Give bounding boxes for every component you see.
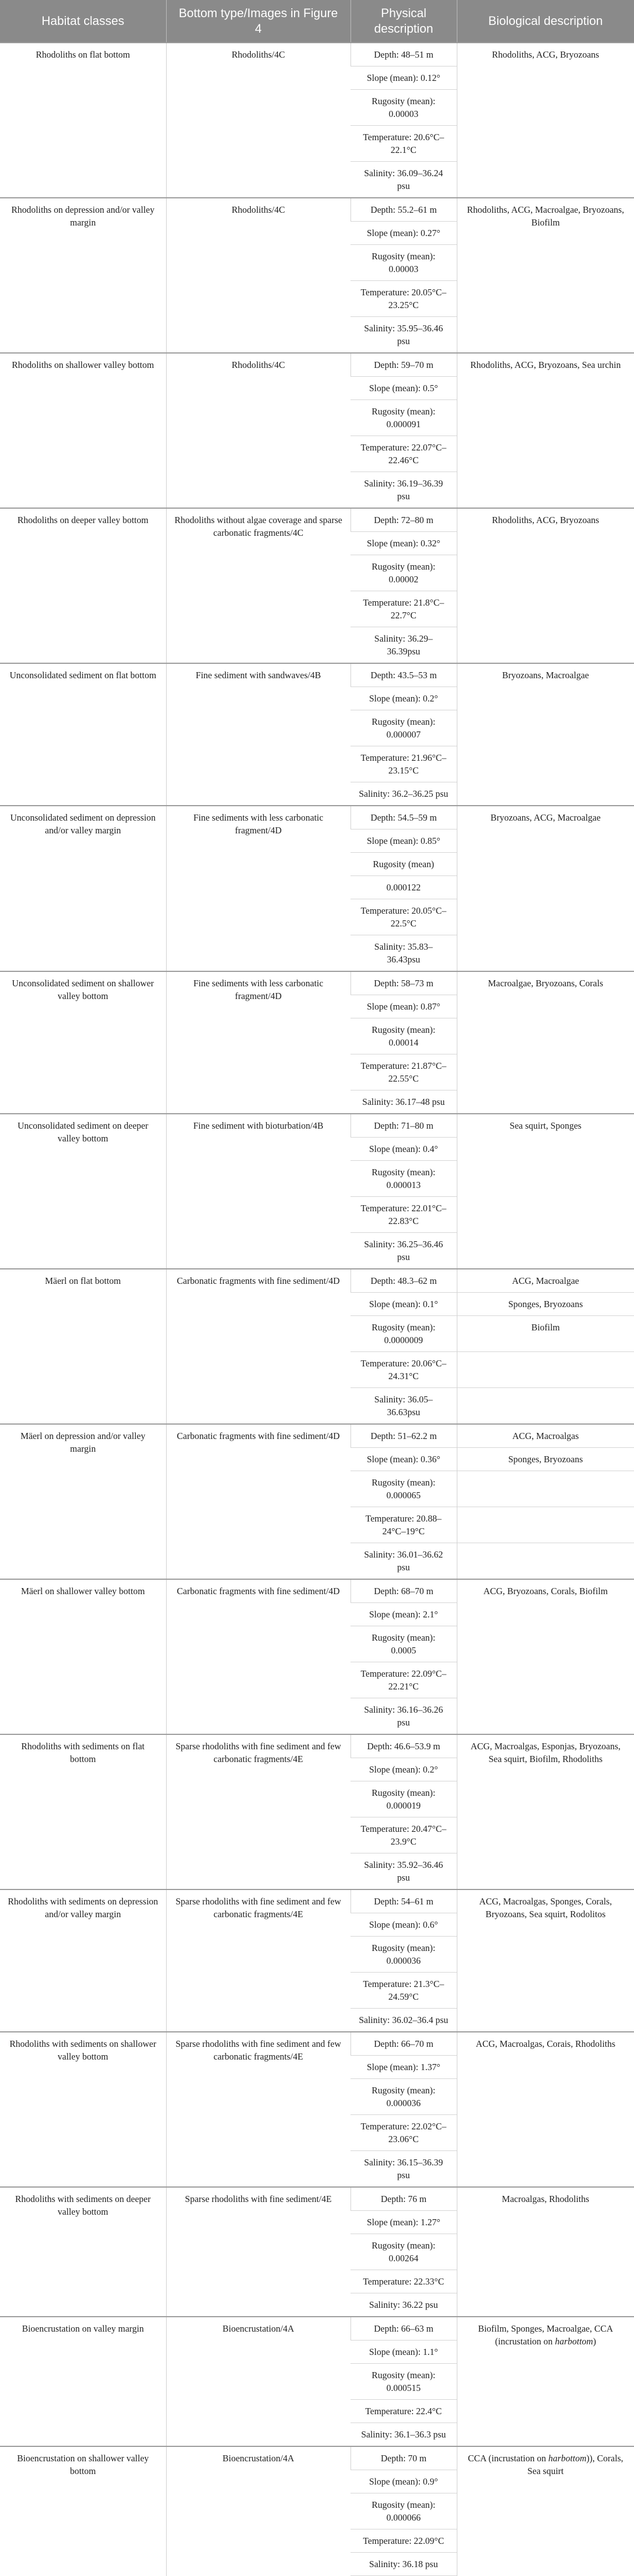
physical-description-cell: Depth: 76 m — [350, 2187, 457, 2211]
physical-description-cell: Salinity: 36.22 psu — [350, 2293, 457, 2317]
physical-description-cell: Slope (mean): 0.4° — [350, 1138, 457, 1161]
physical-description-cell: Rugosity (mean): 0.00003 — [350, 245, 457, 281]
habitat-class-cell: Bioencrustation on valley margin — [0, 2317, 166, 2446]
physical-description-cell: Temperature: 21.3°C–24.59°C — [350, 1973, 457, 2009]
physical-description-cell: Rugosity (mean): 0.000036 — [350, 1937, 457, 1973]
habitat-class-cell: Rhodoliths on flat bottom — [0, 43, 166, 198]
table-row — [0, 1889, 634, 1913]
habitat-class-cell: Rhodoliths with sediments on deeper valley bottom — [0, 2187, 166, 2317]
physical-description-cell: Temperature: 20.05°C–23.25°C — [350, 281, 457, 317]
physical-description-cell: Temperature: 22.4°C — [350, 2400, 457, 2423]
physical-description-cell: Salinity: 36.01–36.62 psu — [350, 1543, 457, 1580]
biological-description-cell: ACG, Macroalgae — [457, 1269, 634, 1293]
habitat-class-cell: Bioencrustation on shallower valley bottom — [0, 2446, 166, 2576]
habitat-class-cell: Unconsolidated sediment on deeper valley bottom — [0, 1114, 166, 1269]
physical-description-cell: Slope (mean): 0.2° — [350, 1758, 457, 1781]
table-row — [0, 353, 634, 377]
physical-description-cell: Depth: 72–80 m — [350, 508, 457, 532]
biological-description-cell: Bryozoans, ACG, Macroalgae — [457, 806, 634, 971]
bottom-type-cell: Fine sediment with bioturbation/4B — [166, 1114, 350, 1269]
physical-description-cell: Salinity: 36.2–36.25 psu — [350, 782, 457, 806]
table-row — [0, 43, 634, 66]
physical-description-cell: Slope (mean): 0.1° — [350, 1293, 457, 1316]
biological-description-cell: Sponges, Bryozoans — [457, 1448, 634, 1471]
physical-description-cell: Slope (mean): 0.9° — [350, 2470, 457, 2493]
table-row — [0, 2032, 634, 2056]
header-bottom-type: Bottom type/Images in Figure 4 — [166, 0, 350, 43]
physical-description-cell: Slope (mean): 2.1° — [350, 1603, 457, 1626]
bottom-type-cell: Sparse rhodoliths with fine sediment and few carbonatic fragments/4E — [166, 2032, 350, 2187]
table-row — [0, 2187, 634, 2211]
biological-description-cell: ACG, Macroalgas, Corais, Rhodoliths — [457, 2032, 634, 2187]
physical-description-cell: Depth: 46.6–53.9 m — [350, 1734, 457, 1758]
physical-description-cell: Slope (mean): 0.32° — [350, 532, 457, 555]
physical-description-cell: Rugosity (mean): 0.000036 — [350, 2079, 457, 2115]
biological-description-cell: CCA (incrustation on harbottom)), Corals, Sea squirt — [457, 2446, 634, 2576]
physical-description-cell: Temperature: 20.05°C–22.5°C — [350, 899, 457, 935]
physical-description-cell: Depth: 58–73 m — [350, 971, 457, 995]
biological-description-cell: Rhodoliths, ACG, Bryozoans, Sea urchin — [457, 353, 634, 508]
physical-description-cell: Rugosity (mean): 0.000013 — [350, 1161, 457, 1197]
physical-description-cell: Depth: 66–70 m — [350, 2032, 457, 2056]
bottom-type-cell: Carbonatic fragments with fine sediment/4D — [166, 1424, 350, 1579]
physical-description-cell: Depth: 48.3–62 m — [350, 1269, 457, 1293]
habitat-class-cell: Mäerl on flat bottom — [0, 1269, 166, 1424]
biological-description-cell — [457, 1352, 634, 1388]
habitat-class-cell: Unconsolidated sediment on depression and/or valley margin — [0, 806, 166, 971]
table-row — [0, 663, 634, 687]
physical-description-cell: Temperature: 21.87°C–22.55°C — [350, 1054, 457, 1090]
table-row — [0, 1579, 634, 1603]
physical-description-cell: Rugosity (mean): 0.00002 — [350, 555, 457, 591]
biological-description-cell: Biofilm — [457, 1316, 634, 1352]
italic-term: harbottom — [548, 2453, 587, 2464]
physical-description-cell: Rugosity (mean): 0.0000009 — [350, 1316, 457, 1352]
physical-description-cell: Temperature: 22.09°C — [350, 2529, 457, 2553]
physical-description-cell: Rugosity (mean): 0.000091 — [350, 400, 457, 436]
physical-description-cell: Depth: 54–61 m — [350, 1889, 457, 1913]
physical-description-cell: Temperature: 21.96°C–23.15°C — [350, 746, 457, 782]
physical-description-cell: Salinity: 36.17–48 psu — [350, 1090, 457, 1114]
header-row — [0, 0, 634, 43]
physical-description-cell: Slope (mean): 1.1° — [350, 2341, 457, 2364]
physical-description-cell: Temperature: 20.47°C–23.9°C — [350, 1817, 457, 1853]
bottom-type-cell: Rhodoliths/4C — [166, 353, 350, 508]
italic-term: harbottom — [555, 2336, 593, 2347]
physical-description-cell: Temperature: 22.02°C–23.06°C — [350, 2115, 457, 2151]
physical-description-cell: Salinity: 36.19–36.39 psu — [350, 472, 457, 509]
physical-description-cell: Depth: 68–70 m — [350, 1579, 457, 1603]
biological-description-cell: Biofilm, Sponges, Macroalgae, CCA (incrustation on harbottom) — [457, 2317, 634, 2446]
biological-description-cell: ACG, Macroalgas — [457, 1424, 634, 1448]
table-row — [0, 971, 634, 995]
bottom-type-cell: Sparse rhodoliths with fine sediment/4E — [166, 2187, 350, 2317]
biological-description-cell: Rhodoliths, ACG, Bryozoans — [457, 43, 634, 198]
physical-description-cell: 0.000122 — [350, 876, 457, 899]
physical-description-cell: Depth: 66–63 m — [350, 2317, 457, 2341]
physical-description-cell: Salinity: 35.83–36.43psu — [350, 935, 457, 972]
physical-description-cell: Salinity: 36.1–36.3 psu — [350, 2423, 457, 2447]
physical-description-cell: Slope (mean): 0.6° — [350, 1913, 457, 1937]
physical-description-cell: Slope (mean): 0.27° — [350, 222, 457, 245]
habitat-class-cell: Mäerl on shallower valley bottom — [0, 1579, 166, 1734]
physical-description-cell: Salinity: 36.16–36.26 psu — [350, 1698, 457, 1735]
physical-description-cell: Rugosity (mean): 0.000019 — [350, 1781, 457, 1817]
table-row — [0, 1734, 634, 1758]
habitat-class-cell: Mäerl on depression and/or valley margin — [0, 1424, 166, 1579]
header-biological-description: Biological description — [457, 0, 634, 43]
physical-description-cell: Depth: 51–62.2 m — [350, 1424, 457, 1448]
physical-description-cell: Salinity: 36.29–36.39psu — [350, 627, 457, 664]
physical-description-cell: Depth: 59–70 m — [350, 353, 457, 377]
bottom-type-cell: Sparse rhodoliths with fine sediment and few carbonatic fragments/4E — [166, 1734, 350, 1889]
habitat-class-cell: Rhodoliths with sediments on flat bottom — [0, 1734, 166, 1889]
biological-description-cell: Macroalgas, Rhodoliths — [457, 2187, 634, 2317]
bottom-type-cell: Fine sediments with less carbonatic fragment/4D — [166, 971, 350, 1114]
physical-description-cell: Slope (mean): 0.87° — [350, 995, 457, 1018]
physical-description-cell: Salinity: 36.02–36.4 psu — [350, 2009, 457, 2032]
biological-description-cell: Macroalgae, Bryozoans, Corals — [457, 971, 634, 1114]
table-row — [0, 1269, 634, 1293]
physical-description-cell: Salinity: 35.95–36.46 psu — [350, 317, 457, 354]
physical-description-cell: Salinity: 36.05–36.63psu — [350, 1388, 457, 1425]
biological-description-cell: Sponges, Bryozoans — [457, 1293, 634, 1316]
biological-description-cell: ACG, Bryozoans, Corals, Biofilm — [457, 1579, 634, 1734]
physical-description-cell: Rugosity (mean): 0.000007 — [350, 710, 457, 746]
physical-description-cell: Slope (mean): 1.27° — [350, 2211, 457, 2234]
physical-description-cell: Rugosity (mean): 0.00014 — [350, 1018, 457, 1054]
physical-description-cell: Rugosity (mean): 0.000066 — [350, 2493, 457, 2529]
habitat-class-cell: Unconsolidated sediment on shallower valley bottom — [0, 971, 166, 1114]
physical-description-cell: Rugosity (mean): 0.000515 — [350, 2364, 457, 2400]
biological-description-cell: Rhodoliths, ACG, Macroalgae, Bryozoans, Biofilm — [457, 198, 634, 353]
biological-description-cell — [457, 1471, 634, 1507]
physical-description-cell: Rugosity (mean) — [350, 853, 457, 876]
biological-description-cell — [457, 1507, 634, 1543]
habitat-class-cell: Rhodoliths on shallower valley bottom — [0, 353, 166, 508]
physical-description-cell: Slope (mean): 1.37° — [350, 2056, 457, 2079]
table-row — [0, 2317, 634, 2341]
bottom-type-cell: Bioencrustation/4A — [166, 2446, 350, 2576]
physical-description-cell: Temperature: 20.88–24°C–19°C — [350, 1507, 457, 1543]
bottom-type-cell: Sparse rhodoliths with fine sediment and few carbonatic fragments/4E — [166, 1889, 350, 2032]
physical-description-cell: Depth: 71–80 m — [350, 1114, 457, 1138]
habitat-class-cell: Unconsolidated sediment on flat bottom — [0, 663, 166, 806]
physical-description-cell: Depth: 43.5–53 m — [350, 663, 457, 687]
bottom-type-cell: Fine sediments with less carbonatic fragment/4D — [166, 806, 350, 971]
biological-description-cell — [457, 1543, 634, 1580]
physical-description-cell: Depth: 54.5–59 m — [350, 806, 457, 829]
biological-description-cell: ACG, Macroalgas, Sponges, Corals, Bryozoans, Sea squirt, Rodolitos — [457, 1889, 634, 2032]
physical-description-cell: Slope (mean): 0.5° — [350, 377, 457, 400]
physical-description-cell: Salinity: 36.18 psu — [350, 2553, 457, 2576]
biological-description-cell: Rhodoliths, ACG, Bryozoans — [457, 508, 634, 663]
physical-description-cell: Temperature: 22.09°C–22.21°C — [350, 1662, 457, 1698]
physical-description-cell: Rugosity (mean): 0.00003 — [350, 90, 457, 126]
bottom-type-cell: Bioencrustation/4A — [166, 2317, 350, 2446]
habitat-class-cell: Rhodoliths with sediments on shallower valley bottom — [0, 2032, 166, 2187]
biological-description-cell — [457, 1388, 634, 1425]
physical-description-cell: Temperature: 22.07°C–22.46°C — [350, 436, 457, 472]
bottom-type-cell: Carbonatic fragments with fine sediment/4D — [166, 1269, 350, 1424]
physical-description-cell: Temperature: 21.8°C–22.7°C — [350, 591, 457, 627]
physical-description-cell: Temperature: 22.33°C — [350, 2270, 457, 2293]
physical-description-cell: Depth: 70 m — [350, 2446, 457, 2470]
physical-description-cell: Temperature: 20.06°C–24.31°C — [350, 1352, 457, 1388]
header-physical-description: Physical description — [350, 0, 457, 43]
biological-description-cell: ACG, Macroalgas, Esponjas, Bryozoans, Sea squirt, Biofilm, Rhodoliths — [457, 1734, 634, 1889]
physical-description-cell: Slope (mean): 0.12° — [350, 66, 457, 90]
physical-description-cell: Depth: 55.2–61 m — [350, 198, 457, 222]
bottom-type-cell: Rhodoliths/4C — [166, 43, 350, 198]
physical-description-cell: Salinity: 35.92–36.46 psu — [350, 1853, 457, 1890]
bottom-type-cell: Fine sediment with sandwaves/4B — [166, 663, 350, 806]
physical-description-cell: Depth: 48–51 m — [350, 43, 457, 66]
biological-description-cell: Bryozoans, Macroalgae — [457, 663, 634, 806]
physical-description-cell: Temperature: 20.6°C–22.1°C — [350, 126, 457, 162]
table-row — [0, 508, 634, 532]
table-row — [0, 1114, 634, 1138]
table-row — [0, 198, 634, 222]
table-row — [0, 806, 634, 829]
biological-description-cell: Sea squirt, Sponges — [457, 1114, 634, 1269]
physical-description-cell: Salinity: 36.25–36.46 psu — [350, 1233, 457, 1269]
physical-description-cell: Temperature: 22.01°C–22.83°C — [350, 1197, 457, 1233]
physical-description-cell: Slope (mean): 0.85° — [350, 829, 457, 853]
physical-description-cell: Slope (mean): 0.36° — [350, 1448, 457, 1471]
table-row — [0, 1424, 634, 1448]
habitat-class-cell: Rhodoliths with sediments on depression and/or valley margin — [0, 1889, 166, 2032]
physical-description-cell: Rugosity (mean): 0.000065 — [350, 1471, 457, 1507]
table-body — [0, 43, 634, 2576]
physical-description-cell: Salinity: 36.15–36.39 psu — [350, 2151, 457, 2188]
bottom-type-cell: Rhodoliths/4C — [166, 198, 350, 353]
table-row — [0, 2446, 634, 2470]
habitat-class-cell: Rhodoliths on depression and/or valley margin — [0, 198, 166, 353]
physical-description-cell: Salinity: 36.09–36.24 psu — [350, 162, 457, 198]
physical-description-cell: Rugosity (mean): 0.00264 — [350, 2234, 457, 2270]
physical-description-cell: Slope (mean): 0.2° — [350, 687, 457, 710]
bottom-type-cell: Rhodoliths without algae coverage and sparse carbonatic fragments/4C — [166, 508, 350, 663]
bottom-type-cell: Carbonatic fragments with fine sediment/4D — [166, 1579, 350, 1734]
physical-description-cell: Rugosity (mean): 0.0005 — [350, 1626, 457, 1662]
header-habitat-classes: Habitat classes — [0, 0, 166, 43]
habitat-class-cell: Rhodoliths on deeper valley bottom — [0, 508, 166, 663]
